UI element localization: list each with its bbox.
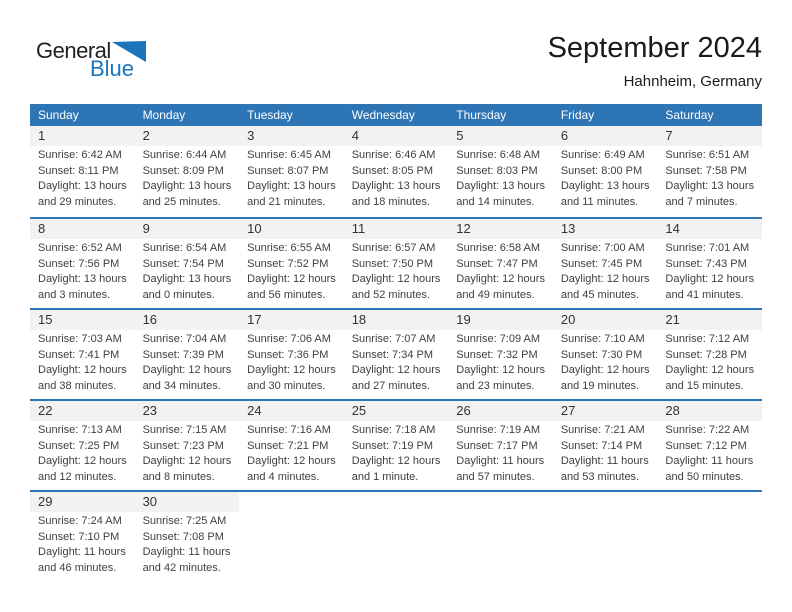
weekday-header-saturday: Saturday [665,108,714,122]
daylight-text-cont: and 49 minutes. [456,288,535,301]
sunset-text: Sunset: 8:09 PM [142,164,224,177]
week-row-2 [30,217,762,308]
sunrise-text: Sunrise: 6:48 AM [456,149,541,161]
daylight-text-cont: and 19 minutes. [560,379,640,392]
day-number: 26 [448,401,553,421]
sunrise-text: Sunrise: 7:09 AM [456,333,541,345]
calendar-day-cell [30,401,135,490]
daylight-text-cont: and 12 minutes. [38,470,117,483]
day-number: 30 [135,492,240,512]
sunset-text: Sunset: 7:10 PM [38,530,120,543]
daylight-text: Daylight: 12 hours [456,364,545,376]
day-number: 17 [239,310,344,330]
daylight-text-cont: and 29 minutes. [38,195,117,208]
daylight-text: Daylight: 13 hours [38,180,127,192]
calendar-day-cell [30,310,135,399]
sunrise-text: Sunrise: 7:10 AM [560,333,645,345]
week-row-5 [30,490,762,581]
daylight-text-cont: and 15 minutes. [665,379,744,392]
sunset-text: Sunset: 7:17 PM [456,439,538,452]
day-number: 16 [135,310,240,330]
week-row-1 [30,126,762,217]
sunset-text: Sunset: 8:11 PM [38,164,119,177]
sunset-text: Sunset: 7:19 PM [351,439,434,452]
calendar-day-cell [344,219,449,308]
daylight-text: Daylight: 12 hours [38,364,127,376]
calendar-day-cell [135,492,240,581]
calendar-day-cell [344,401,449,490]
daylight-text: Daylight: 12 hours [456,273,545,285]
daylight-text: Daylight: 13 hours [142,273,232,285]
calendar-day-cell [239,219,344,308]
calendar-day-cell [239,401,344,490]
calendar-day-cell [553,126,658,217]
day-number: 2 [135,126,240,146]
daylight-text-cont: and 30 minutes. [247,379,326,392]
daylight-text: Daylight: 12 hours [665,364,755,376]
day-number: 7 [657,126,762,146]
empty-cell [448,492,553,581]
sunset-text: Sunset: 7:30 PM [560,348,643,361]
calendar-day-cell [553,219,658,308]
sunset-text: Sunset: 7:43 PM [665,257,747,270]
day-number: 19 [448,310,553,330]
day-number: 22 [30,401,135,421]
calendar-day-cell [30,219,135,308]
sunset-text: Sunset: 7:52 PM [247,257,329,270]
sunrise-text: Sunrise: 7:07 AM [351,333,436,345]
day-number: 5 [448,126,553,146]
daylight-text: Daylight: 13 hours [247,180,336,192]
calendar-day-cell [657,126,762,217]
calendar-day-cell [135,401,240,490]
weekday-header-tuesday: Tuesday [247,108,293,122]
sunset-text: Sunset: 8:05 PM [351,164,434,177]
sunset-text: Sunset: 7:34 PM [351,348,434,361]
sunrise-text: Sunrise: 6:46 AM [351,149,436,161]
sunset-text: Sunset: 7:21 PM [247,439,329,452]
sunrise-text: Sunrise: 7:22 AM [665,424,750,436]
daylight-text-cont: and 18 minutes. [351,195,430,208]
day-number: 28 [657,401,762,421]
weekday-header-friday: Friday [560,108,595,122]
calendar-day-cell [448,219,553,308]
sunrise-text: Sunrise: 7:04 AM [142,333,227,345]
calendar-day-cell [657,401,762,490]
daylight-text-cont: and 57 minutes. [456,470,535,483]
daylight-text: Daylight: 11 hours [665,455,754,467]
day-number: 18 [344,310,449,330]
daylight-text: Daylight: 13 hours [351,180,441,192]
day-number: 20 [553,310,658,330]
sunset-text: Sunset: 7:12 PM [665,439,747,452]
sunset-text: Sunset: 7:25 PM [38,439,120,452]
daylight-text-cont: and 52 minutes. [351,288,430,301]
daylight-text: Daylight: 12 hours [247,364,336,376]
sunset-text: Sunset: 7:14 PM [560,439,643,452]
calendar-body [30,126,762,581]
sunset-text: Sunset: 7:08 PM [142,530,224,543]
calendar-day-cell [239,310,344,399]
calendar-day-cell [448,310,553,399]
week-row-4 [30,399,762,490]
daylight-text: Daylight: 12 hours [38,455,127,467]
logo-text-blue: Blue [90,56,135,81]
logo-text-general: General [36,38,111,63]
sunset-text: Sunset: 7:23 PM [142,439,224,452]
sunrise-text: Sunrise: 7:15 AM [142,424,227,436]
daylight-text-cont: and 45 minutes. [560,288,640,301]
daylight-text: Daylight: 12 hours [351,455,441,467]
sunset-text: Sunset: 7:50 PM [351,257,434,270]
day-number: 4 [344,126,449,146]
daylight-text: Daylight: 12 hours [351,364,441,376]
daylight-text: Daylight: 12 hours [560,364,650,376]
sunset-text: Sunset: 8:03 PM [456,164,538,177]
daylight-text-cont: and 50 minutes. [665,470,744,483]
calendar-day-cell [657,219,762,308]
sunset-text: Sunset: 7:45 PM [560,257,643,270]
sunrise-text: Sunrise: 7:13 AM [38,424,122,436]
day-number: 21 [657,310,762,330]
day-number: 11 [344,219,449,239]
calendar [30,104,762,581]
sunset-text: Sunset: 7:28 PM [665,348,747,361]
daylight-text: Daylight: 13 hours [665,180,755,192]
sunrise-text: Sunrise: 6:57 AM [351,242,436,254]
weekday-header-monday: Monday [142,108,186,122]
daylight-text: Daylight: 13 hours [456,180,545,192]
day-number: 9 [135,219,240,239]
daylight-text-cont: and 34 minutes. [142,379,221,392]
daylight-text: Daylight: 12 hours [560,273,650,285]
calendar-day-cell [135,219,240,308]
day-number: 14 [657,219,762,239]
daylight-text-cont: and 11 minutes. [560,195,639,208]
day-number: 29 [30,492,135,512]
weekday-header-thursday: Thursday [456,108,507,122]
daylight-text-cont: and 0 minutes. [142,288,215,301]
daylight-text-cont: and 23 minutes. [456,379,535,392]
sunset-text: Sunset: 8:00 PM [560,164,643,177]
daylight-text-cont: and 46 minutes. [38,561,117,574]
sunrise-text: Sunrise: 6:58 AM [456,242,541,254]
day-number: 13 [553,219,658,239]
daylight-text-cont: and 41 minutes. [665,288,744,301]
day-number: 15 [30,310,135,330]
sunset-text: Sunset: 8:07 PM [247,164,329,177]
sunset-text: Sunset: 7:58 PM [665,164,747,177]
calendar-day-cell [448,401,553,490]
day-number: 12 [448,219,553,239]
calendar-day-cell [553,401,658,490]
day-number: 23 [135,401,240,421]
daylight-text: Daylight: 12 hours [351,273,441,285]
day-number: 24 [239,401,344,421]
day-number: 8 [30,219,135,239]
daylight-text-cont: and 8 minutes. [142,470,215,483]
weekday-header-row [30,104,762,126]
calendar-day-cell [239,126,344,217]
sunrise-text: Sunrise: 6:44 AM [142,149,227,161]
day-number: 6 [553,126,658,146]
calendar-day-cell [553,310,658,399]
calendar-day-cell [344,126,449,217]
empty-cell [657,492,762,581]
week-row-3 [30,308,762,399]
daylight-text: Daylight: 13 hours [142,180,232,192]
sunrise-text: Sunrise: 7:01 AM [665,242,750,254]
daylight-text: Daylight: 12 hours [142,364,232,376]
empty-cell [239,492,344,581]
sunrise-text: Sunrise: 7:00 AM [560,242,645,254]
sunrise-text: Sunrise: 6:54 AM [142,242,227,254]
daylight-text-cont: and 42 minutes. [142,561,221,574]
daylight-text-cont: and 27 minutes. [351,379,430,392]
daylight-text: Daylight: 11 hours [142,546,231,558]
sunrise-text: Sunrise: 7:24 AM [38,515,122,527]
sunset-text: Sunset: 7:39 PM [142,348,224,361]
day-number: 3 [239,126,344,146]
daylight-text: Daylight: 13 hours [560,180,650,192]
sunrise-text: Sunrise: 6:45 AM [247,149,331,161]
sunrise-text: Sunrise: 7:19 AM [456,424,541,436]
day-number: 1 [30,126,135,146]
daylight-text-cont: and 38 minutes. [38,379,117,392]
daylight-text-cont: and 25 minutes. [142,195,221,208]
calendar-day-cell [30,492,135,581]
day-number: 25 [344,401,449,421]
sunset-text: Sunset: 7:41 PM [38,348,120,361]
empty-cell [553,492,658,581]
page-title: September 2024 [547,32,762,64]
sunrise-text: Sunrise: 7:18 AM [351,424,436,436]
daylight-text: Daylight: 11 hours [456,455,545,467]
day-number: 27 [553,401,658,421]
title-block [548,32,762,90]
sunrise-text: Sunrise: 6:51 AM [665,149,750,161]
sunset-text: Sunset: 7:32 PM [456,348,538,361]
daylight-text-cont: and 56 minutes. [247,288,326,301]
daylight-text: Daylight: 13 hours [38,273,127,285]
sunrise-text: Sunrise: 7:12 AM [665,333,750,345]
daylight-text: Daylight: 12 hours [247,455,336,467]
day-number: 10 [239,219,344,239]
daylight-text: Daylight: 11 hours [560,455,649,467]
calendar-day-cell [657,310,762,399]
weekday-header-sunday: Sunday [38,108,79,122]
daylight-text-cont: and 3 minutes. [38,288,111,301]
daylight-text-cont: and 14 minutes. [456,195,535,208]
sunrise-text: Sunrise: 7:21 AM [560,424,645,436]
sunset-text: Sunset: 7:47 PM [456,257,538,270]
daylight-text-cont: and 21 minutes. [247,195,326,208]
daylight-text-cont: and 1 minute. [351,470,419,483]
sunrise-text: Sunrise: 6:42 AM [38,149,122,161]
sunset-text: Sunset: 7:36 PM [247,348,329,361]
daylight-text-cont: and 7 minutes. [665,195,738,208]
sunset-text: Sunset: 7:54 PM [142,257,224,270]
sunrise-text: Sunrise: 6:55 AM [247,242,331,254]
daylight-text: Daylight: 12 hours [142,455,232,467]
general-blue-logo [36,40,156,79]
daylight-text-cont: and 53 minutes. [560,470,640,483]
daylight-text: Daylight: 11 hours [38,546,126,558]
sunset-text: Sunset: 7:56 PM [38,257,120,270]
empty-cell [344,492,449,581]
calendar-day-cell [30,126,135,217]
sunrise-text: Sunrise: 7:06 AM [247,333,331,345]
sunrise-text: Sunrise: 7:03 AM [38,333,122,345]
calendar-day-cell [344,310,449,399]
sunrise-text: Sunrise: 6:49 AM [560,149,645,161]
weekday-header-wednesday: Wednesday [351,108,415,122]
calendar-day-cell [135,310,240,399]
sunrise-text: Sunrise: 7:16 AM [247,424,331,436]
calendar-day-cell [448,126,553,217]
calendar-day-cell [135,126,240,217]
daylight-text: Daylight: 12 hours [247,273,336,285]
page-subtitle: Hahnheim, Germany [623,73,762,90]
daylight-text-cont: and 4 minutes. [247,470,320,483]
daylight-text: Daylight: 12 hours [665,273,755,285]
sunrise-text: Sunrise: 6:52 AM [38,242,122,254]
sunrise-text: Sunrise: 7:25 AM [142,515,227,527]
